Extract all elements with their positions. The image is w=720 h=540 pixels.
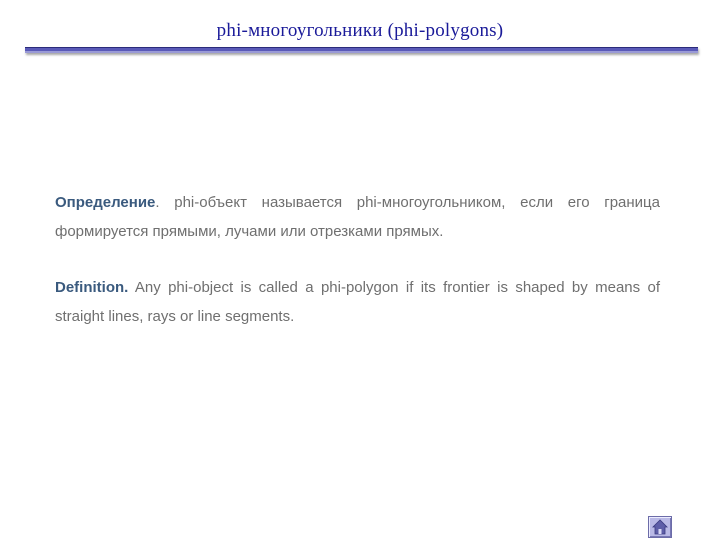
slide-title: phi-многоугольники (phi-polygons) <box>216 20 504 41</box>
definition-en-term: Definition. <box>55 279 129 296</box>
definition-ru-separator: . <box>155 194 175 211</box>
definition-ru-term: Определение <box>55 194 156 211</box>
definition-ru <box>55 188 660 246</box>
home-button[interactable] <box>648 516 672 538</box>
definition-en-text: Any phi-object is called a phi-polygon if its frontier is shaped by means of straight lines, rays or line segments. <box>55 279 661 325</box>
definition-ru-text: phi-объект называется phi-многоугольником, если его граница формируется прямыми, лучами или отрезками прямых. <box>55 194 660 240</box>
definition-en <box>55 273 660 331</box>
home-icon <box>651 518 669 536</box>
title-divider <box>25 47 698 53</box>
